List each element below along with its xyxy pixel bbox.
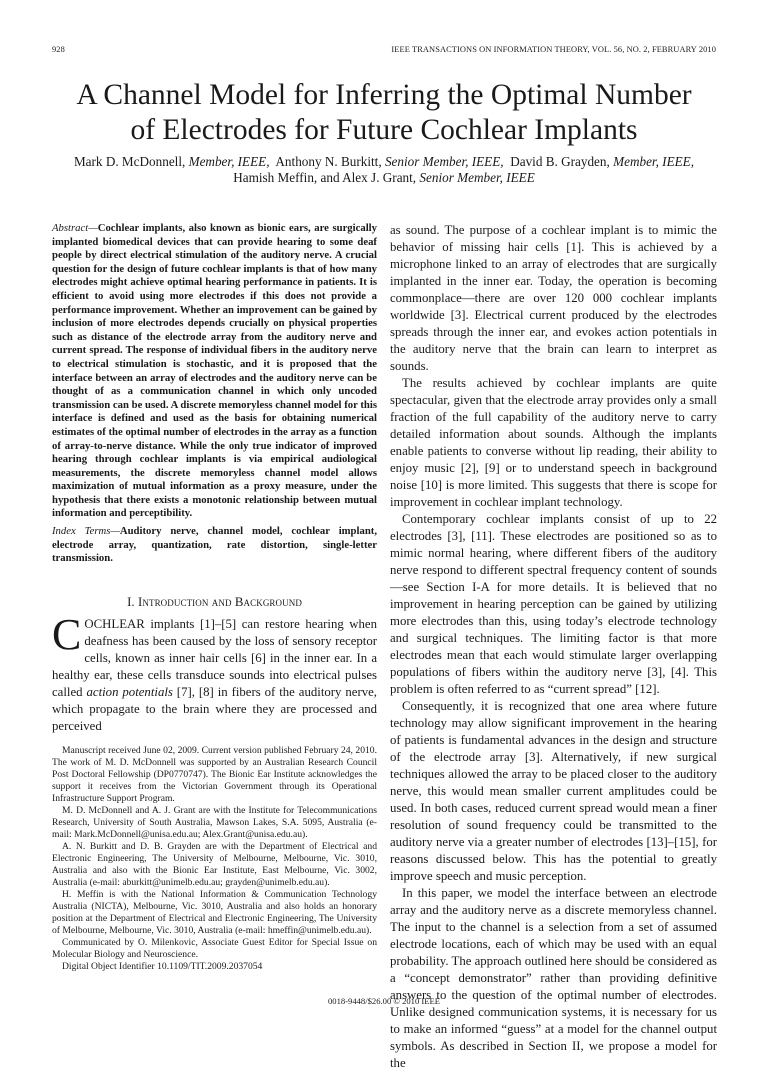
left-column [52,222,377,973]
journal-header: IEEE TRANSACTIONS ON INFORMATION THEORY, VOL. 56, NO. 2, FEBRUARY 2010 [391,45,716,54]
footnote: Communicated by O. Milenkovic, Associate Guest Editor for Special Issue on Molecular Biology and Neuroscience. [52,936,377,960]
dropcap-word: OCHLEAR [84,616,145,631]
intro-text-a: implants [1]–[5] can restore hearing when deafness has been caused by the loss of sensory receptor cells, known as inner hair cells [6] in the inner ear. In a healthy ear, these cells transduce sounds into electrical pulses called [52,616,377,699]
footnote: A. N. Burkitt and D. B. Grayden are with the Department of Electrical and Electronic Engineering, The University of Melbourne, Melbourne, Vic. 3010, Australia and also with the Bionic Ear Institute, East Melbourne, Vic. 3002, Australia (e-mail: aburkitt@unimelb.edu.au; grayden@unimelb.edu.au). [52,840,377,888]
intro-italic: action potentials [86,684,173,699]
footnotes [52,745,377,973]
copyright-footer: 0018-9448/$26.00 © 2010 IEEE [327,996,441,1006]
author-name: Mark D. McDonnell, [73,154,186,169]
author-role: Member, IEEE, [188,154,270,169]
intro-text-b: [7], [8] in fibers of the auditory nerve, which propagate to the brain where they are processed and perceived [52,684,377,733]
section-heading: I. Introduction and Background [127,594,302,609]
index-terms-text: Auditory nerve, channel model, cochlear implant, electrode array, quantization, rate distortion, single-letter transmission. [52,525,377,565]
page-number: 928 [52,45,65,54]
author-name: and Alex J. Grant, [320,170,417,185]
body-paragraph: Consequently, it is recognized that one area where future technology may allow significant improvement in the hearing of patients is fundamental advances in the design and structure of the electrode array [3]. Alternatively, if new surgical techniques allowed the array to be placed closer to the auditory nerve, this would mean smaller current amplitudes could be used. In both cases, reduced current spread would mean a finer resolution of sound frequency could be transmitted to the auditory nerve via a greater number of electrodes [13]–[15], for reasons discussed below. This has the potential to greatly improve speech and music perception. [390,699,717,883]
footnote: Manuscript received June 02, 2009. Current version published February 24, 2010. The work of M. D. McDonnell was supported by an Australian Research Council Post Doctoral Fellowship (DP0770747). The Bionic Ear Institute acknowledges the support it receives from the Victorian Government through its Operational Infrastructure Support Program. [52,744,377,804]
title-line-1: A Channel Model for Inferring the Optimal Number [76,79,692,111]
author-list [40,154,728,186]
author-name: David B. Grayden, [510,154,610,169]
index-terms [52,525,377,566]
footnote: H. Meffin is with the National Information & Communication Technology Australia (NICTA), Melbourne, Vic. 3010, Australia and also holds an honorary position at the Department of Electrical and Electronic Engineering, The University of Melbourne, Melbourne, Vic. 3010, Australia (e-mail: hmeffin@unimelb.edu.au). [52,888,377,936]
abstract-lead: Abstract — [52,222,98,234]
title-line-2: of Electrodes for Future Cochlear Implants [130,114,638,146]
footnote-doi: Digital Object Identifier 10.1109/TIT.2009.2037054 [62,960,263,972]
footnote: M. D. McDonnell and A. J. Grant are with the Institute for Telecommunications Research, University of South Australia, Mawson Lakes, S.A. 5095, Australia (e-mail: Mark.McDonnell@unisa.edu.au; Alex.Grant@unisa.edu.au). [52,804,377,840]
drop-cap: C [52,609,82,659]
author-role: Senior Member, IEEE, [384,154,504,169]
author-role: Senior Member, IEEE [419,170,535,185]
body-paragraph: as sound. The purpose of a cochlear implant is to mimic the behavior of missing hair cells [1]. This is achieved by a microphone linked to an array of electrodes that are surgically implanted in the inner ear. Today, the operation is becoming commonplace—there are over 120 000 cochlear implants worldwide [3]. Electrical current produced by the electrodes spreads through the inner ear, and evokes action potentials in the auditory nerve that the brain can learn to interpret as sounds. [390,223,717,373]
author-line-1 [40,154,728,170]
right-column [390,222,717,1072]
index-terms-lead: Index Terms — [52,525,120,537]
body-paragraph: The results achieved by cochlear implants are quite spectacular, given that the electrode array provides only a small fraction of the full capability of the auditory nerve to carry detailed information about sounds. Although the implants enable patients to converse without lip reading, their ability to enjoy music [2], [9] or to understand speech in background noise [10] is more limited. This suggests that there is scope for improvement in cochlear implant technology. [390,376,717,509]
abstract [52,222,377,521]
paper-title [30,78,738,148]
author-line-2 [40,170,728,186]
author-name: Hamish Meffin, [233,170,318,185]
body-paragraph: Contemporary cochlear implants consist of up to 22 electrodes [3], [11]. These electrodes are positioned so as to mimic normal hearing, where different fibers of the auditory nerve respond to different spectral frequency content of sounds—see Section I-A for more details. It is believed that no improvement in hearing perception can be gained by utilizing more electrodes than this, using today’s electrode technology and surgical techniques. The limiting factor is that more electrodes mean that each would stimulate larger overlapping populations of fibers within the auditory nerve [3], [4]. This problem is often referred to as “current spread” [12]. [390,512,717,696]
body-paragraph: In this paper, we model the interface between an electrode array and the auditory nerve as a discrete memoryless channel. The input to the channel is a selection from a set of assumed electrode locations, each of which may be used with an equal probability. The approach outlined here should be considered as a “concept demonstrator” rather than providing definitive answers to the question of the optimal number of electrodes. Unlike designed communication systems, it is necessary for us to make an informed “guess” at a model for the channel output symbols. As described in Section II, we propose a model for the [390,886,717,1070]
intro-paragraph [52,609,377,735]
author-role: Member, IEEE, [613,154,695,169]
abstract-text: Cochlear implants, also known as bionic ears, are surgically implanted biomedical devices that can provide hearing to some deaf people by direct electrical stimulation of the auditory nerve. A crucial question for the design of future cochlear implants is that of how many electrodes might achieve optimal hearing performance in patients. It is efficient to avoid using more electrodes if this does not provide a performance improvement. Whether an improvement can be gained by inclusion of more electrodes depends crucially on physical properties such as distance of the electrode array from the auditory nerve and current spread. The response of individual fibers in the auditory nerve to electrical stimulation is stochastic, and it is proposed that the interface between an array of electrodes and the auditory nerve can be thought of as a communication channel in which only uncoded transmission can be used. A discrete memoryless channel model for this interface is defined and used as the basis for obtaining numerical estimates of the optimal number of electrodes in the array as a function of array-to-nerve distance. While the only true indicator of improved hearing through cochlear implants is via empirical audiological measurements, the discrete memoryless channel model allows maximization of mutual information as a proxy measure, under the hypothesis that there exists a monotonic relationship between mutual information and perceptibility. [52,222,377,520]
author-name: Anthony N. Burkitt, [275,154,382,169]
